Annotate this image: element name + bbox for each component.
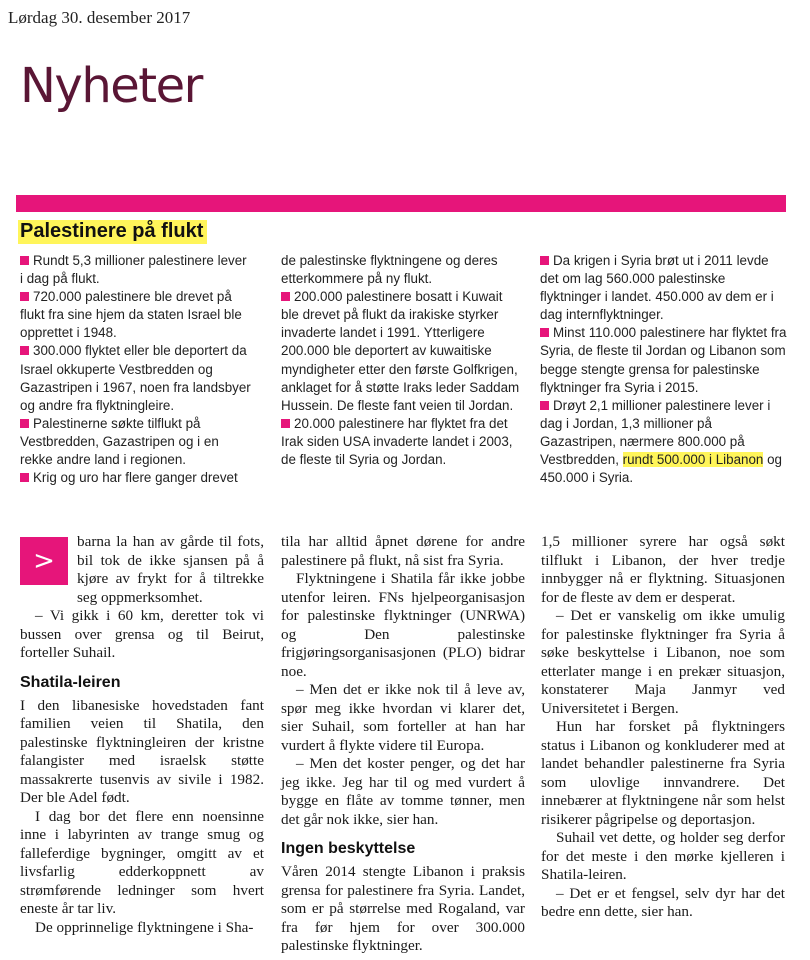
body-paragraph: 1,5 millioner syrere har også søkt tilflukt i Libanon, der hver tredje innbygger nå er flyktning. Situasjonen for de fleste av dem er desperat. — [541, 533, 785, 606]
fact-item: Da krigen i Syria brøt ut i 2011 levde det om lag 560.000 palestinske flyktninger i landet. 450.000 av dem er i dag internflyktninger. — [540, 253, 774, 323]
subheading: Shatila-leiren — [20, 673, 121, 691]
section-title: Nyheter — [20, 58, 202, 114]
fact-item: Palestinerne søkte tilflukt på Vestbredden, Gazastripen og i en rekke andre land i regionen. — [20, 415, 219, 468]
bullet-square-icon — [540, 328, 549, 337]
highlighted-text: rundt 500.000 i Libanon — [622, 452, 764, 468]
article-column-3 — [541, 533, 785, 922]
fact-item: Rundt 5,3 millioner palestinere lever i dag på flukt. — [20, 253, 247, 287]
article-column-2 — [281, 533, 525, 956]
issue-date: Lørdag 30. desember 2017 — [8, 8, 191, 27]
bullet-square-icon — [540, 401, 549, 410]
body-paragraph: – Vi gikk i 60 km, deretter tok vi bussen over grensa og til Beirut, forteller Suhail. — [20, 607, 264, 661]
fact-item: Drøyt 2,1 millioner palestinere lever i dag i Jordan, 1,3 millioner på Gazastripen, nærmere 800.000 på Vestbredden, rundt 500.000 i Libanon og 450.000 i Syria. — [540, 397, 782, 486]
body-paragraph: – Det er vanskelig om ikke umulig for palestinske flyktninger fra Syria å søke beskyttelse i Libanon, noe som etterlater mange i en prekær situasjon, konstaterer Maja Janmyr ved Universitetet i Bergen. — [541, 607, 785, 717]
bullet-square-icon — [20, 346, 29, 355]
bullet-square-icon — [20, 419, 29, 428]
body-paragraph: Flyktningene i Shatila får ikke jobbe utenfor leiren. FNs hjelpeorganisasjon for palestinske flyktninger (UNRWA) og Den palestinske frigjøringsorganisasjonen (PLO) bidrar noe. — [281, 570, 525, 680]
fact-item: Minst 110.000 palestinere har flyktet fra Syria, de fleste til Jordan og Libanon som begge stengte grensa for palestinske flyktninger fra Syria i 2015. — [540, 325, 787, 395]
fact-item: 720.000 palestinere ble drevet på flukt fra sine hjem da staten Israel ble opprettet i 1948. — [20, 289, 242, 341]
body-paragraph: – Det er et fengsel, selv dyr har det bedre enn dette, sier han. — [541, 884, 785, 920]
continuation-arrow-icon: > — [20, 537, 68, 585]
accent-bar — [16, 195, 786, 212]
fact-item: 20.000 palestinere har flyktet fra det Irak siden USA invaderte landet i 2003, de fleste til Syria og Jordan. — [281, 415, 513, 468]
fact-item: 200.000 palestinere bosatt i Kuwait ble drevet på flukt da irakiske styrker invaderte landet i 1991. Ytterligere 200.000 ble deportert av kuwaitiske myndigheter etter den første Golfkrigen, anklaget for å støtte Iraks leder Saddam Hussein. De fleste fant veien til Jordan. — [281, 289, 520, 413]
factbox-column-3 — [540, 252, 788, 487]
bullet-square-icon — [20, 292, 29, 301]
bullet-square-icon — [20, 473, 29, 482]
body-paragraph: Suhail vet dette, og holder seg derfor for det meste i den mørke kjelleren i Shatila-leiren. — [541, 829, 785, 883]
body-paragraph: I dag bor det flere enn noensinne inne i labyrinten av trange smug og falleferdige bygninger, omgitt av et livsfarlig edderkoppnett av strømførende ledninger som hvert eneste år tar liv. — [20, 807, 264, 917]
fact-item: 300.000 flyktet eller ble deportert da Israel okkuperte Vestbredden og Gazastripen i 1967, noen fra landsbyer og andre fra flyktningleire. — [20, 343, 251, 413]
body-paragraph: barna la han av gårde til fots, bil tok de ikke sjansen på å kjøre av frykt for å tiltrekke seg oppmerksomhet. — [77, 533, 264, 606]
body-paragraph: De opprinnelige flyktningene i Sha- — [35, 918, 254, 936]
body-paragraph: – Men det er ikke nok til å leve av, spør meg ikke hvordan vi klarer det, sier Suhail, som forteller at han har vurdert å flykte videre til Europa. — [281, 681, 525, 754]
body-paragraph: Våren 2014 stengte Libanon i praksis grensa for palestinere fra Syria. Landet, som er på størrelse med Rogaland, var fra før hjem for over 300.000 palestinske flyktninger. — [281, 863, 525, 954]
bullet-square-icon — [281, 419, 290, 428]
body-paragraph: tila har alltid åpnet dørene for andre palestinere på flukt, nå sist fra Syria. — [281, 533, 525, 569]
body-paragraph: I den libanesiske hovedstaden fant familien veien til Shatila, den palestinske flyktningleiren der kristne falangister med israelsk støtte massakrerte tusenvis av sivile i 1982. Der ble Adel født. — [20, 696, 264, 806]
factbox-title: Palestinere på flukt — [18, 220, 207, 244]
article-column-1 — [20, 533, 264, 937]
bullet-square-icon — [20, 256, 29, 265]
body-paragraph: – Men det koster penger, og det har jeg ikke. Jeg har til og med vurdert å bygge en flåte av tomme tønner, men det går nok ikke, sier han. — [281, 755, 525, 828]
bullet-square-icon — [281, 292, 290, 301]
subheading: Ingen beskyttelse — [281, 840, 416, 857]
bullet-square-icon — [540, 256, 549, 265]
body-paragraph: Hun har forsket på flyktningers status i Libanon og konkluderer med at landet behandler palestinerne fra Syria som ulovlige innvandrere. Det innebærer at flyktningene når som helst risikerer pågripelse og deportasjon. — [541, 718, 785, 828]
fact-continuation: de palestinske flyktningene og deres etterkommere på ny flukt. — [281, 253, 498, 287]
factbox-column-1 — [20, 252, 252, 487]
factbox-column-2 — [281, 252, 524, 469]
fact-item: Krig og uro har flere ganger drevet — [20, 469, 252, 487]
